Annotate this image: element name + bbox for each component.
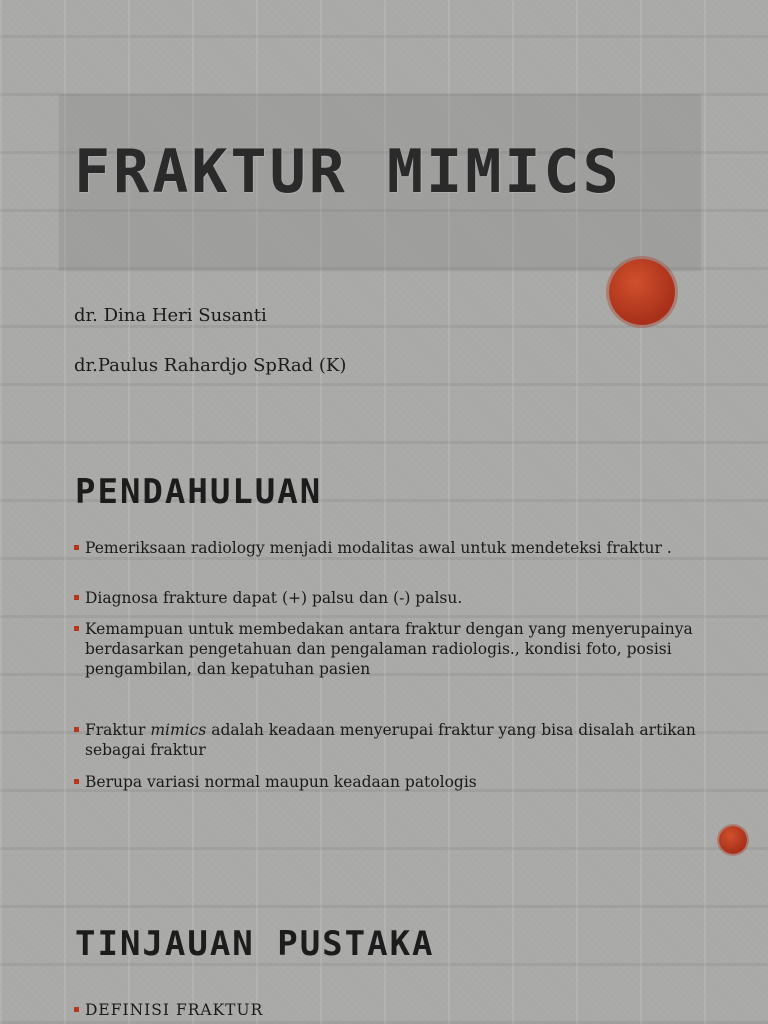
- bullet-list: [74, 619, 704, 679]
- bullet-text-prefix: Fraktur: [85, 721, 151, 739]
- slide-title: FRAKTUR MIMICS: [74, 137, 622, 207]
- bullet-text-emphasis: mimics: [150, 721, 207, 739]
- bullet-item: Diagnosa frakture dapat (+) palsu dan (-) palsu.: [74, 588, 704, 608]
- decorative-dot-small: [719, 826, 747, 854]
- bullet-item: Berupa variasi normal maupun keadaan patologis: [74, 772, 704, 792]
- bullet-item: Pemeriksaan radiology menjadi modalitas awal untuk mendeteksi fraktur .: [74, 538, 704, 558]
- bullet-item: [74, 720, 704, 760]
- bullet-item: DEFINISI FRAKTUR: [74, 1000, 704, 1020]
- decorative-dot-large: [609, 259, 675, 325]
- bullet-item: Kemampuan untuk membedakan antara fraktur dengan yang menyerupainya berdasarkan pengetahuan dan pengalaman radiologis., kondisi foto, posisi pengambilan, dan kepatuhan pasien: [74, 619, 704, 679]
- section-heading-pendahuluan: PENDAHULUAN: [75, 472, 323, 512]
- bullet-list: [74, 772, 704, 792]
- section-heading-tinjauan-pustaka: TINJAUAN PUSTAKA: [75, 924, 435, 964]
- bullet-list: [74, 588, 704, 608]
- bullet-list: [74, 538, 704, 558]
- bullet-text-suffix: adalah keadaan menyerupai fraktur yang bisa disalah artikan sebagai fraktur: [85, 721, 696, 759]
- author-name: dr. Dina Heri Susanti: [74, 305, 267, 326]
- bullet-list: [74, 1000, 704, 1020]
- bullet-list: [74, 720, 704, 760]
- author-name: dr.Paulus Rahardjo SpRad (K): [74, 355, 347, 376]
